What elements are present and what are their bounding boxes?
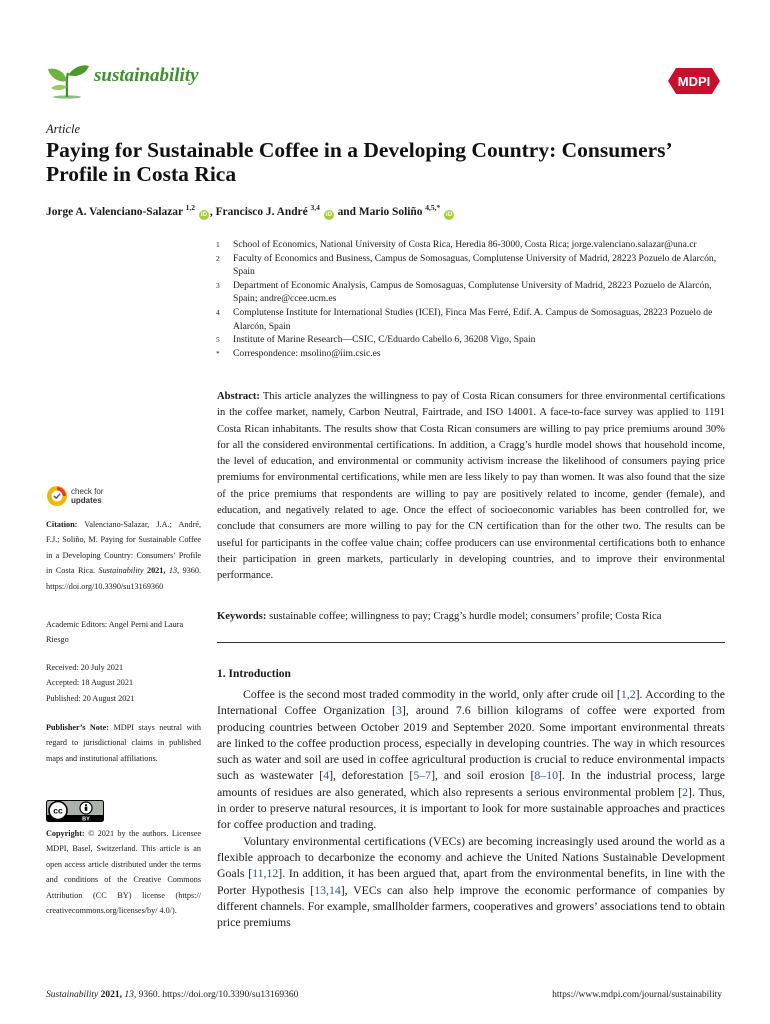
affiliation-text: Department of Economic Analysis, Campus de Somosaguas, Complutense University of Madrid, 28223 Pozuelo de Alarcón, Spain; andre@ccee.ucm.es	[233, 279, 712, 305]
citation-link[interactable]: 2	[682, 784, 689, 799]
affiliation-mark: 4	[216, 307, 220, 317]
article-type: Article	[46, 122, 81, 136]
published-date: Published: 20 August 2021	[46, 693, 135, 703]
citation-link[interactable]: 5–7	[413, 768, 432, 783]
intro-paragraph: Coffee is the second most traded commodity in the world, only after crude oil [1,2]. According to the International Coffee Organization [3], around 7.6 billion kilograms of coffee were exported from producing countries between October 2019 and September 2020. Some important environmental threats are linked to the coffee production process, especially in developing countries. The way in which resources such as water and soil are used in coffee agricultural production is crucial to reduce environmental impacts such as wastewater [4], deforestation [5–7], and soil erosion [8–10]. In the industrial process, large amounts of residues are also generated, which also represents a serious environmental problem [2]. Thus, in order to preserve natural resources, it is important to look for more sustainable approaches and practices for coffee production and trading.	[217, 687, 725, 832]
keywords-label: Keywords:	[217, 611, 267, 622]
publisher-note-text: MDPI stays neutral with regard to jurisdictional claims in published maps and institutional affiliations.	[46, 723, 201, 763]
author-name: Mario Soliño	[358, 206, 423, 218]
abstract	[217, 389, 725, 585]
check-updates-line: check for	[71, 487, 104, 496]
keywords-text: sustainable coffee; willingness to pay; Cragg’s hurdle model; consumers’ profile; Costa Rica	[269, 611, 662, 622]
citation-doi[interactable]: 9360. https://doi.org/10.3390/su13169360	[46, 566, 201, 591]
affiliation-text: Correspondence: msolino@iim.csic.es	[233, 347, 381, 359]
section-heading: 1. Introduction	[217, 668, 291, 680]
publication-dates	[46, 660, 201, 706]
check-for-updates-badge[interactable]	[46, 485, 103, 507]
author-name: Francisco J. André	[215, 206, 308, 218]
orcid-icon[interactable]: iD	[325, 211, 333, 218]
abstract-text: This article analyzes the willingness to pay of Costa Rican consumers for three environmental certifications in the coffee market, namely, Carbon Neutral, Fairtrade, and ISO 14001. A face-to-face survey was applied to 1191 Costa Rican inhabitants. The results show that Costa Rican consumers are willing to pay price premiums around 30% for all the considered environmental certifications. In addition, a Cragg’s hurdle model shows that household income, the level of education, and environmental or community activism increase the likelihood of consumers paying price premiums for environmental certifications, while men are less likely to pay than women. It was also found that the size of the price premiums that respondents are willing to pay are positively related to income, gender (female), and education, and negatively related to age. Once the effect of socioeconomic variables has been controlled for, we conclude that consumers are more willing to pay for the CN certification than for the other two. The results can be useful for participants in the coffee value chain; coffee producers can use environmental certifications both to enhance their participation in green markets, particularly in developing countries, and to improve their environmental performance.	[217, 391, 725, 582]
introduction-body	[217, 686, 725, 930]
affiliation-item	[212, 279, 732, 306]
abstract-label: Abstract:	[217, 391, 260, 402]
citation-link[interactable]: 4	[323, 768, 330, 783]
publisher-note	[46, 720, 201, 766]
cc-by-license-icon[interactable]	[46, 800, 104, 822]
author-name: Jorge A. Valenciano-Salazar	[46, 206, 183, 218]
citation-link[interactable]: 11,12	[252, 866, 279, 881]
affiliation-mark: 1	[216, 240, 220, 249]
publisher-note-label: Publisher’s Note:	[46, 723, 109, 732]
affiliation-mark: *	[216, 348, 220, 358]
author-separator: and	[334, 206, 359, 218]
footer-journal: Sustainability	[46, 990, 99, 1000]
copyright-label: Copyright:	[46, 829, 85, 838]
affiliation-mark: 2	[216, 253, 220, 263]
affiliation-item	[212, 333, 732, 347]
citation-link[interactable]: 13,14	[314, 882, 341, 897]
affiliation-item	[212, 306, 732, 333]
affiliation-text: Faculty of Economics and Business, Campus de Somosaguas, Complutense University of Madrid, 28223 Pozuelo de Alarcón, Spain	[233, 252, 717, 278]
copyright-text: © 2021 by the authors. Licensee MDPI, Basel, Switzerland. This article is an open access article distributed under the terms and conditions of the Creative Commons Attribution (CC BY) license (https:// creativecommons.org/licenses/by/ 4.0/).	[46, 829, 202, 916]
footer-year: 2021,	[100, 990, 122, 1000]
author-affiliation-marks: 1,2	[185, 203, 196, 212]
citation-journal: Sustainability	[98, 566, 144, 576]
citation-volume: 13,	[168, 566, 180, 576]
affiliation-mark: 5	[216, 335, 220, 345]
svg-text:BY: BY	[82, 816, 90, 822]
received-date: Received: 20 July 2021	[46, 663, 124, 672]
author-affiliation-marks: 4,5,*	[425, 203, 441, 212]
author-list	[46, 203, 455, 220]
orcid-icon[interactable]: iD	[200, 211, 208, 218]
sprout-icon	[46, 61, 90, 99]
footer-citation	[46, 990, 298, 1000]
author-affiliation-marks: 3,4	[310, 203, 320, 212]
accepted-date: Accepted: 18 August 2021	[46, 678, 134, 688]
mdpi-logo-text: MDPI	[677, 74, 711, 89]
journal-logo	[46, 60, 199, 100]
footer-doi[interactable]: 9360. https://doi.org/10.3390/su13169360	[138, 990, 299, 1000]
affiliation-text: Complutense Institute for International Studies (ICEI), Finca Mas Ferré, Edif. A. Campus de Somosaguas, 28223 Pozuelo de Alarcón, Spain	[233, 306, 713, 332]
citation-text: Valenciano-Salazar, J.A.; André, F.J.; Soliño, M. Paying for Sustainable Coffee in a Developing Country: Consumers’ Profile in Costa Rica.	[46, 520, 201, 576]
article-title: Paying for Sustainable Coffee in a Developing Country: Consumers’ Profile in Costa Rica	[46, 138, 672, 186]
affiliation-text: School of Economics, National University of Costa Rica, Heredia 86-3000, Costa Rica; jorge.valenciano.salazar@una.cr	[233, 239, 697, 250]
check-updates-text	[71, 487, 103, 505]
affiliations	[212, 238, 732, 360]
svg-text:cc: cc	[53, 805, 63, 816]
citation-link[interactable]: 8–10	[534, 768, 558, 783]
affiliation-text: Institute of Marine Research—CSIC, C/Eduardo Cabello 6, 36208 Vigo, Spain	[233, 334, 536, 346]
section-divider	[217, 642, 725, 643]
citation-year: 2021,	[146, 566, 166, 576]
citation-link[interactable]: 1,2	[620, 687, 636, 701]
author-separator: ,	[209, 206, 216, 218]
check-updates-line: updates	[71, 496, 102, 505]
affiliation-item	[212, 252, 732, 279]
journal-name: sustainability	[94, 65, 199, 86]
keywords	[217, 609, 725, 624]
affiliation-item	[212, 347, 732, 361]
footer-journal-url[interactable]: https://www.mdpi.com/journal/sustainability	[552, 990, 722, 1000]
copyright-notice	[46, 826, 201, 918]
intro-paragraph: Voluntary environmental certifications (VECs) are becoming increasingly used around the world as a flexible approach to decarbonize the economy and achieve the United Nations Sustainable Development Goals [11,12]. In addition, it has been argued that, apart from the environmental benefits, in line with the Porter Hypothesis [13,14], VECs can also help improve the economic performance of companies by different channels. For example, smallholder farmers, cooperatives and growers’ associations tend to obtain price premiums	[217, 833, 725, 930]
check-updates-icon	[46, 485, 68, 507]
orcid-icon[interactable]: iD	[445, 211, 453, 218]
citation-link[interactable]: 3	[395, 703, 402, 718]
affiliation-mark: 3	[216, 280, 220, 290]
mdpi-logo	[666, 66, 722, 96]
affiliation-item	[212, 238, 732, 252]
footer-volume: 13,	[124, 990, 137, 1000]
academic-editors: Academic Editors: Angel Perni and Laura Riesgo	[46, 620, 184, 645]
citation-label: Citation:	[46, 520, 78, 529]
citation-block	[46, 517, 201, 594]
